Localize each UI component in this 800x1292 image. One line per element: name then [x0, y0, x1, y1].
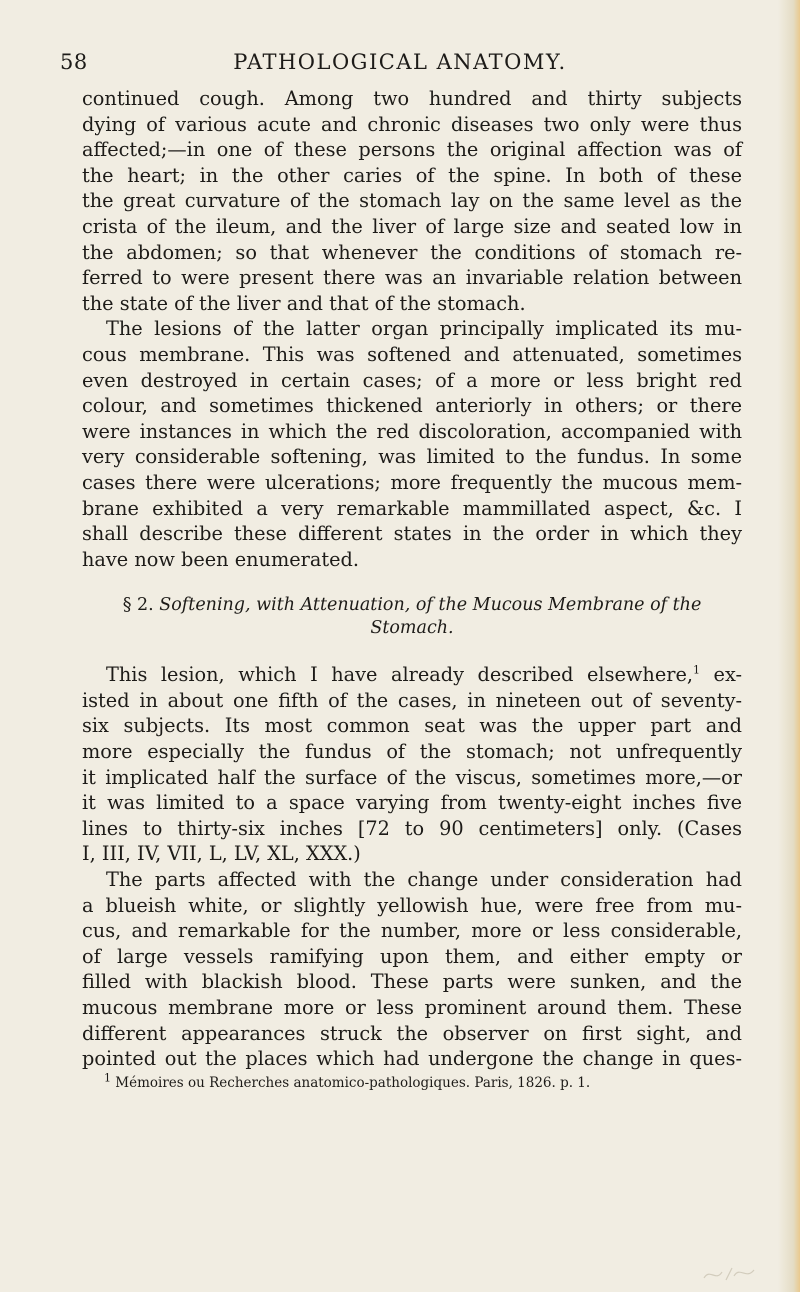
text-line: cus, and remarkable for the number, more or less considerable, — [82, 919, 742, 943]
page-number: 58 — [60, 50, 88, 74]
text-line: pointed out the places which had undergone the change in ques- — [82, 1047, 742, 1071]
cases-reference-line: I, III, IV, VII, L, LV, XL, XXX.) — [82, 842, 361, 866]
text-fragment: ex- — [700, 663, 743, 687]
text-line: six subjects. Its most common seat was the upper part and — [82, 714, 742, 738]
text-line: dying of various acute and chronic diseases two only were thus — [82, 112, 742, 136]
text-line: cases there were ulcerations; more frequently the mucous mem- — [82, 470, 742, 494]
text-line: have now been enumerated. — [82, 547, 359, 571]
text-line: mucous membrane more or less prominent around them. These — [82, 996, 742, 1019]
text-line: lines to thirty-six inches [72 to 90 centimeters] only. (Cases — [82, 816, 742, 840]
text-line: the heart; in the other caries of the spine. In both of these — [82, 163, 742, 187]
page-header — [60, 50, 740, 80]
text-fragment: This lesion, which I have already described elsewhere, — [106, 663, 693, 687]
text-line: very considerable softening, was limited to the fundus. In some — [82, 445, 742, 469]
footnote-reference: 1 — [693, 663, 700, 677]
text-line: more especially the fundus of the stomach; not unfrequently — [82, 740, 742, 764]
text-line: the great curvature of the stomach lay on the same level as the — [82, 189, 742, 213]
paragraph-4 — [82, 867, 742, 1072]
text-line: it was limited to a space varying from twenty-eight inches five — [82, 791, 742, 815]
footnote-marker: 1 — [104, 1071, 111, 1085]
page-body — [82, 86, 742, 1092]
text-line: crista of the ileum, and the liver of large size and seated low in — [82, 214, 742, 238]
text-line: of large vessels ramifying upon them, and either empty or — [82, 944, 742, 968]
text-line: were instances in which the red discoloration, accompanied with — [82, 419, 742, 443]
text-line: The parts affected with the change under consideration had — [106, 868, 742, 892]
text-line: brane exhibited a very remarkable mammillated aspect, &c. I — [82, 496, 742, 520]
running-head: PATHOLOGICAL ANATOMY. — [233, 50, 567, 74]
text-line: a blueish white, or slightly yellowish hue, were free from mu- — [82, 893, 742, 917]
text-line: colour, and sometimes thickened anteriorly in others; or there — [82, 394, 742, 418]
paragraph-1 — [82, 86, 742, 316]
section-heading — [82, 594, 742, 640]
text-line — [82, 662, 742, 688]
text-line: it implicated half the surface of the viscus, sometimes more,—or — [82, 765, 742, 789]
footnote-text: Mémoires ou Recherches anatomico-pathologiques. Paris, 1826. p. 1. — [115, 1074, 591, 1091]
text-line: The lesions of the latter organ principally implicated its mu- — [106, 317, 742, 341]
paragraph-3 — [82, 662, 742, 867]
text-line: filled with blackish blood. These parts were sunken, and the — [82, 970, 742, 994]
text-line: ferred to were present there was an invariable relation between — [82, 266, 742, 290]
text-line: continued cough. Among two hundred and thirty subjects — [82, 87, 742, 110]
text-line: cous membrane. This was softened and attenuated, sometimes — [82, 342, 742, 366]
ink-smudge-mark — [700, 1262, 760, 1284]
text-line: even destroyed in certain cases; of a more or less bright red — [82, 368, 742, 392]
text-line: different appearances struck the observer on first sight, and — [82, 1021, 742, 1045]
text-line: the abdomen; so that whenever the conditions of stomach re- — [82, 240, 742, 264]
text-line: isted in about one fifth of the cases, in nineteen out of seventy- — [82, 688, 742, 712]
section-title-line-2: Stomach. — [370, 618, 454, 639]
text-line: affected;—in one of these persons the original affection was of — [82, 138, 742, 162]
text-line: shall describe these different states in the order in which they — [82, 522, 742, 546]
paragraph-2 — [82, 316, 742, 572]
text-line: the state of the liver and that of the stomach. — [82, 291, 526, 315]
section-mark: § 2. — [122, 595, 154, 616]
footnote — [82, 1071, 742, 1092]
page-edge-shadow — [778, 0, 800, 1292]
section-title-line-1: Softening, with Attenuation, of the Mucous Membrane of the — [159, 595, 702, 616]
